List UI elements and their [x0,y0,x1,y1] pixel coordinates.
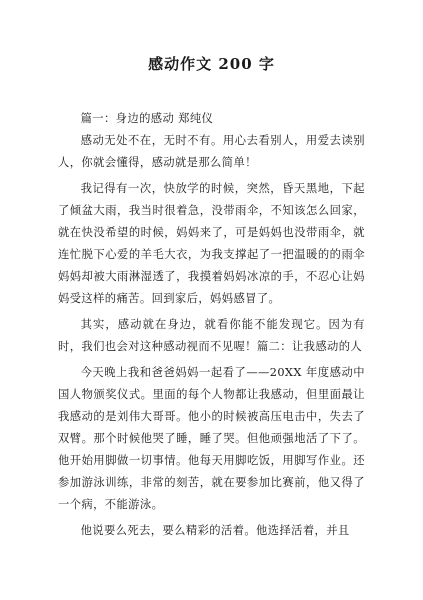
paragraph-2: 我记得有一次，快放学的时候，突然，昏天黑地，下起了倾盆大雨，我当时很着急，没带雨伞，不知该怎么回家，就在快没希望的时候，妈妈来了，可是妈妈也没带雨伞，就连忙脱下心爱的羊毛大衣，为我支撑起了一把温暖的的雨伞妈妈却被大雨淋湿透了，我摸着妈妈冰凉的手，不忍心让妈妈受这样的痛苦。回到家后，妈妈感冒了。 [58,182,365,305]
paragraph-5: 他说要么死去，要么精彩的活着。他选择活着，并且 [80,524,350,537]
paragraph-3: 其实，感动就在身边，就看你能不能发现它。因为有时，我们也会对这种感动视而不见喔！篇二：让我感动的人 [58,318,365,353]
paragraph-heading-1: 篇一：身边的感动 郑纯仪 [80,112,214,125]
document-title: 感动作文 200 字 [148,55,275,73]
paragraph-4: 今天晚上我和爸爸妈妈一起看了——20XX 年度感动中国人物颁奖仪式。里面的每个人物都让我感动，但里面最让我感动的是刘伟大哥哥。他小的时候被高压电击中，失去了双臂。那个时候他哭了睡，睡了哭。但他顽强地活了下了。他开始用脚做一切事情。他每天用脚吃饭，用脚写作业。还参加游泳训练，非常的刻苦，就在要参加比赛前，他又得了一个病，不能游泳。 [58,366,365,511]
paragraph-1: 感动无处不在，无时不有。用心去看别人，用爱去读别人，你就会懂得，感动就是那么简单！ [58,134,365,169]
